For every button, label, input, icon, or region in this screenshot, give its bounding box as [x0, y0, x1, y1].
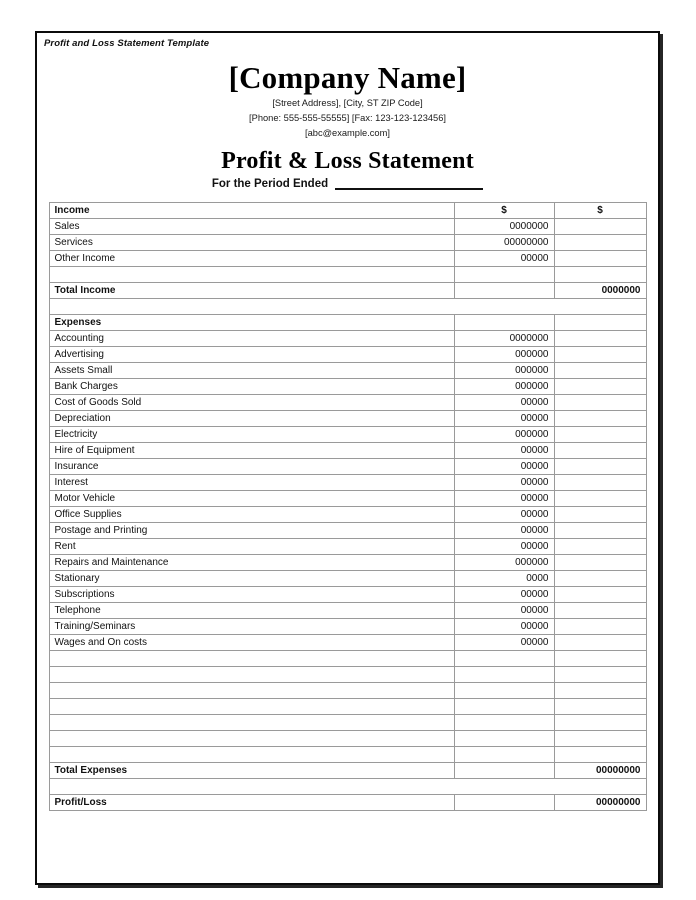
profit-loss-amount-blank[interactable] [454, 794, 554, 810]
row-total[interactable] [554, 266, 646, 282]
row-amount[interactable]: 000000 [454, 362, 554, 378]
row-total[interactable] [554, 458, 646, 474]
row-amount[interactable]: 00000 [454, 506, 554, 522]
table-row [49, 218, 646, 234]
row-amount[interactable] [454, 746, 554, 762]
table-row [49, 522, 646, 538]
row-amount[interactable] [454, 730, 554, 746]
row-total[interactable] [554, 442, 646, 458]
row-total[interactable] [554, 730, 646, 746]
total-expenses-label: Total Expenses [49, 762, 454, 778]
row-amount[interactable]: 000000 [454, 346, 554, 362]
row-label[interactable] [49, 666, 454, 682]
table-row [49, 346, 646, 362]
row-amount[interactable]: 0000000 [454, 218, 554, 234]
row-amount[interactable] [454, 650, 554, 666]
income-heading-row [49, 202, 646, 218]
table-row [49, 634, 646, 650]
row-amount[interactable] [454, 698, 554, 714]
table-row [49, 570, 646, 586]
company-name: [Company Name] [228, 60, 467, 95]
period-ended-blank-field[interactable] [335, 177, 483, 190]
row-amount[interactable]: 00000 [454, 634, 554, 650]
company-email: [abc@example.com] [305, 127, 390, 138]
table-row [49, 362, 646, 378]
row-label[interactable]: Services [49, 234, 454, 250]
blank-table-row [49, 666, 646, 682]
blank-table-row [49, 682, 646, 698]
row-label[interactable]: Telephone [49, 602, 454, 618]
row-label[interactable]: Bank Charges [49, 378, 454, 394]
row-amount[interactable]: 0000000 [454, 330, 554, 346]
row-total[interactable] [554, 602, 646, 618]
company-address: [Street Address], [City, ST ZIP Code] [272, 97, 423, 108]
row-total[interactable] [554, 666, 646, 682]
row-label[interactable]: Accounting [49, 330, 454, 346]
row-total[interactable] [554, 650, 646, 666]
row-label[interactable]: Motor Vehicle [49, 490, 454, 506]
section-spacer-expenses-profit-cell [49, 778, 646, 794]
row-label[interactable]: Sales [49, 218, 454, 234]
row-label[interactable]: Electricity [49, 426, 454, 442]
row-total[interactable] [554, 746, 646, 762]
table-row [49, 410, 646, 426]
table-row [49, 250, 646, 266]
table-row [49, 426, 646, 442]
row-label[interactable] [49, 730, 454, 746]
row-amount[interactable]: 000000 [454, 554, 554, 570]
row-label[interactable]: Wages and On costs [49, 634, 454, 650]
row-amount[interactable]: 000000 [454, 378, 554, 394]
row-total[interactable] [554, 362, 646, 378]
total-income-row [49, 282, 646, 298]
total-income-amount[interactable]: 0000000 [554, 282, 646, 298]
row-total[interactable] [554, 426, 646, 442]
row-label[interactable]: Training/Seminars [49, 618, 454, 634]
row-amount[interactable]: 00000 [454, 602, 554, 618]
row-amount[interactable]: 00000 [454, 474, 554, 490]
row-total[interactable] [554, 410, 646, 426]
row-total[interactable] [554, 218, 646, 234]
row-total[interactable] [554, 714, 646, 730]
expenses-heading-row [49, 314, 646, 330]
row-amount[interactable]: 00000 [454, 538, 554, 554]
document-header [37, 33, 658, 190]
row-label[interactable] [49, 682, 454, 698]
table-row [49, 442, 646, 458]
row-label[interactable]: Rent [49, 538, 454, 554]
profit-loss-ledger-table [49, 202, 647, 811]
row-total[interactable] [554, 474, 646, 490]
row-total[interactable] [554, 538, 646, 554]
row-label[interactable]: Postage and Printing [49, 522, 454, 538]
period-ended-label: For the Period Ended [211, 177, 329, 190]
row-total[interactable] [554, 234, 646, 250]
row-label[interactable]: Assets Small [49, 362, 454, 378]
row-label[interactable] [49, 266, 454, 282]
row-label[interactable]: Subscriptions [49, 586, 454, 602]
row-amount[interactable] [454, 682, 554, 698]
row-total[interactable] [554, 330, 646, 346]
row-amount[interactable]: 00000 [454, 586, 554, 602]
total-expenses-amount-blank[interactable] [454, 762, 554, 778]
blank-table-row [49, 650, 646, 666]
row-total[interactable] [554, 586, 646, 602]
table-row [49, 490, 646, 506]
table-row [49, 618, 646, 634]
table-row [49, 602, 646, 618]
row-amount[interactable] [454, 266, 554, 282]
blank-table-row [49, 746, 646, 762]
total-income-label: Total Income [49, 282, 454, 298]
row-amount[interactable]: 000000 [454, 426, 554, 442]
blank-table-row [49, 698, 646, 714]
blank-table-row [49, 730, 646, 746]
row-label[interactable]: Cost of Goods Sold [49, 394, 454, 410]
expenses-currency-header-1 [454, 314, 554, 330]
income-heading: Income [49, 202, 454, 218]
period-ended-line [37, 177, 658, 190]
row-amount[interactable]: 00000 [454, 618, 554, 634]
row-label[interactable]: Insurance [49, 458, 454, 474]
profit-loss-label: Profit/Loss [49, 794, 454, 810]
row-label[interactable] [49, 746, 454, 762]
row-total[interactable] [554, 634, 646, 650]
section-spacer-income-expenses [49, 298, 646, 314]
blank-table-row [49, 714, 646, 730]
table-row [49, 538, 646, 554]
table-row [49, 378, 646, 394]
row-total[interactable] [554, 522, 646, 538]
row-total[interactable] [554, 698, 646, 714]
table-row [49, 234, 646, 250]
row-total[interactable] [554, 682, 646, 698]
row-amount[interactable]: 0000 [454, 570, 554, 586]
row-total[interactable] [554, 490, 646, 506]
document-page [35, 31, 660, 885]
row-total[interactable] [554, 554, 646, 570]
table-row [49, 586, 646, 602]
row-amount[interactable]: 00000 [454, 442, 554, 458]
row-label[interactable]: Repairs and Maintenance [49, 554, 454, 570]
row-label[interactable] [49, 650, 454, 666]
row-label[interactable]: Advertising [49, 346, 454, 362]
income-currency-header-1: $ [454, 202, 554, 218]
row-total[interactable] [554, 250, 646, 266]
table-row [49, 506, 646, 522]
profit-loss-amount[interactable]: 00000000 [554, 794, 646, 810]
total-income-amount-blank[interactable] [454, 282, 554, 298]
row-total[interactable] [554, 394, 646, 410]
row-label[interactable]: Office Supplies [49, 506, 454, 522]
row-amount[interactable]: 00000 [454, 522, 554, 538]
statement-title: Profit & Loss Statement [221, 147, 474, 174]
row-amount[interactable]: 00000 [454, 250, 554, 266]
income-currency-header-2: $ [554, 202, 646, 218]
row-amount[interactable]: 00000 [454, 458, 554, 474]
expenses-heading: Expenses [49, 314, 454, 330]
profit-loss-row [49, 794, 646, 810]
row-total[interactable] [554, 570, 646, 586]
table-row [49, 474, 646, 490]
row-label[interactable]: Other Income [49, 250, 454, 266]
row-amount[interactable]: 00000 [454, 410, 554, 426]
row-label[interactable]: Interest [49, 474, 454, 490]
row-amount[interactable]: 00000 [454, 394, 554, 410]
section-spacer-expenses-profit [49, 778, 646, 794]
table-row [49, 394, 646, 410]
row-amount[interactable]: 00000 [454, 490, 554, 506]
template-label: Profit and Loss Statement Template [44, 38, 210, 49]
company-phone-fax: [Phone: 555-555-55555] [Fax: 123-123-123456] [249, 112, 446, 123]
table-row [49, 554, 646, 570]
total-expenses-row [49, 762, 646, 778]
row-amount[interactable] [454, 666, 554, 682]
row-label[interactable]: Depreciation [49, 410, 454, 426]
row-label[interactable]: Stationary [49, 570, 454, 586]
row-total[interactable] [554, 378, 646, 394]
section-spacer-income-expenses-cell [49, 298, 646, 314]
blank-table-row [49, 266, 646, 282]
row-total[interactable] [554, 618, 646, 634]
table-row [49, 458, 646, 474]
row-total[interactable] [554, 346, 646, 362]
total-expenses-amount[interactable]: 00000000 [554, 762, 646, 778]
table-row [49, 330, 646, 346]
row-amount[interactable] [454, 714, 554, 730]
row-amount[interactable]: 00000000 [454, 234, 554, 250]
row-label[interactable]: Hire of Equipment [49, 442, 454, 458]
expenses-currency-header-2 [554, 314, 646, 330]
row-label[interactable] [49, 698, 454, 714]
row-total[interactable] [554, 506, 646, 522]
row-label[interactable] [49, 714, 454, 730]
